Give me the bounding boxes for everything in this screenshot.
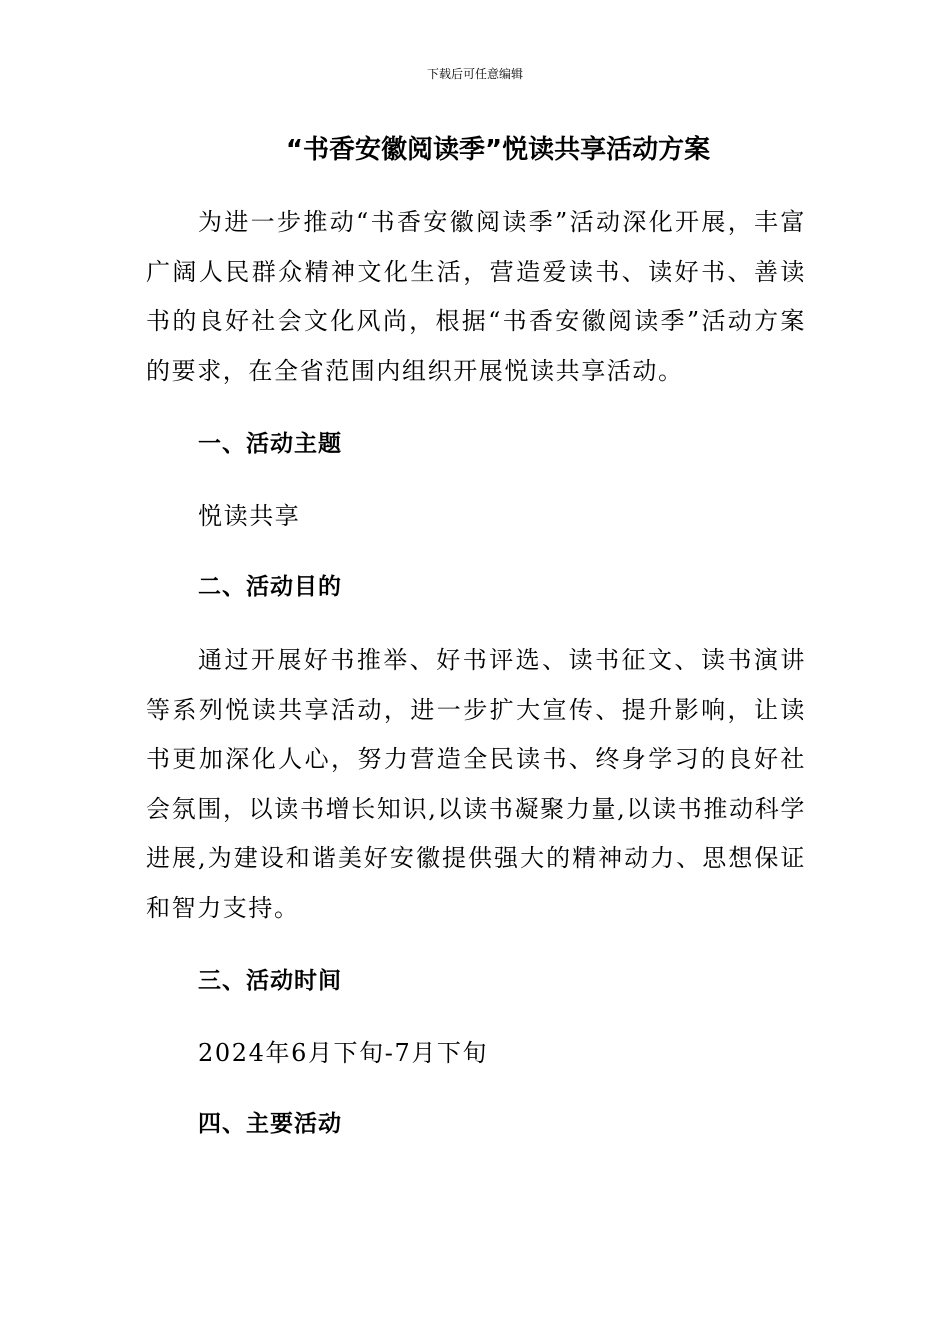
section-heading-activities: 四、主要活动 [198, 1111, 342, 1137]
section-body-theme: 悦读共享 [198, 502, 301, 530]
section-heading-time: 三、活动时间 [198, 968, 342, 994]
section-body-time: 2024年6月下旬-7月下旬 [198, 1039, 489, 1067]
section-body-purpose: 通过开展好书推举、好书评选、读书征文、读书演讲等系列悦读共享活动，进一步扩大宣传、提升影响，让读书更加深化人心，努力营造全民读书、终身学习的良好社会氛围，以读书增长知识,以读书凝聚力量,以读书推动科学进展,为建设和谐美好安徽提供强大的精神动力、思想保证和智力支持。 [146, 646, 806, 922]
section-heading-purpose: 二、活动目的 [198, 574, 342, 600]
document-title: “书香安徽阅读季”悦读共享活动方案 [285, 135, 711, 165]
intro-paragraph: 为进一步推动“书香安徽阅读季”活动深化开展，丰富广阔人民群众精神文化生活，营造爱读书、读好书、善读书的良好社会文化风尚，根据“书香安徽阅读季”活动方案的要求，在全省范围内组织开展悦读共享活动。 [146, 208, 806, 385]
header-note: 下载后可任意编辑 [426, 67, 523, 81]
section-heading-theme: 一、活动主题 [198, 431, 342, 457]
